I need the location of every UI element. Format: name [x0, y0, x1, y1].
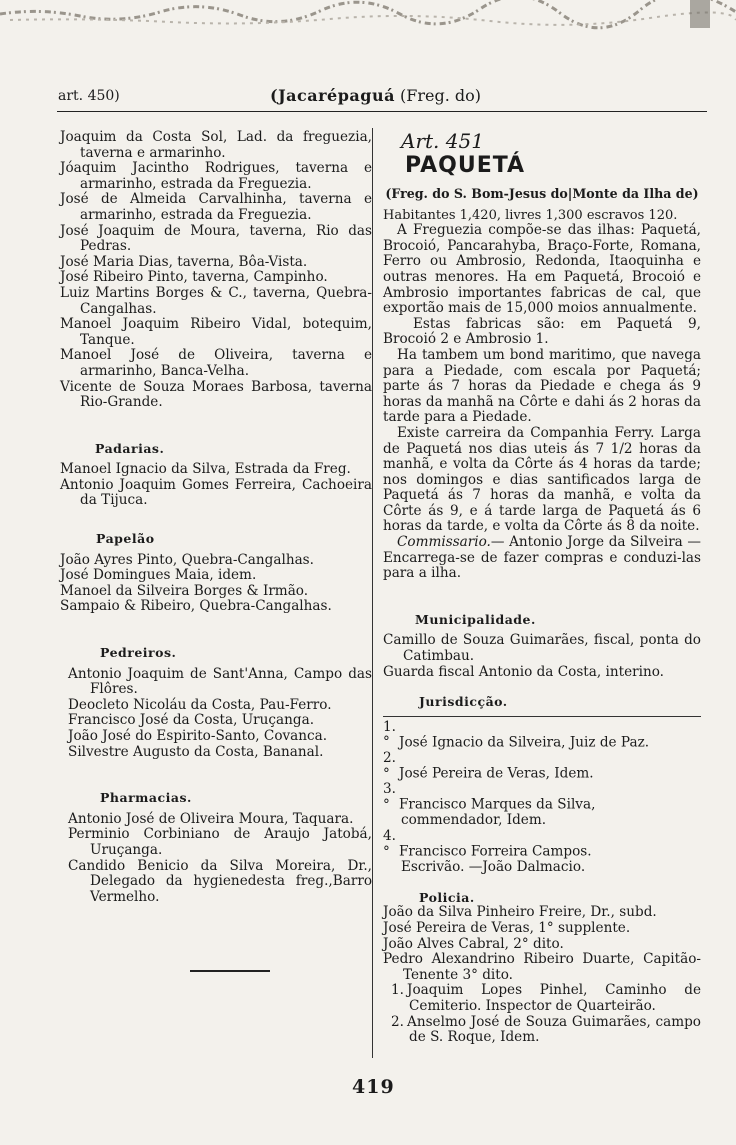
commissario-label: Commissario.: [397, 534, 491, 551]
list-item: Antonio Joaquim de Sant'Anna, Campo das Flôres.: [68, 665, 372, 698]
list-item: Sampaio & Ribeiro, Quebra-Cangalhas.: [60, 598, 332, 615]
list-item: Camillo de Souza Guimarães, fiscal, ponta do Catimbau.: [383, 632, 701, 665]
paragraph: Existe carreira da Companhia Ferry. Larga de Paquetá nos dias uteis ás 7 1/2 horas da manhã, e volta da Côrte ás 4 horas da tarde; nos domingos e dias santificados larga de Paquetá ás 7 horas da manhã, e volta da Côrte ás 9, e á tarde larga de Paquetá ás 6 horas da tarde, e volta da Côrte ás 8 da noite.: [383, 424, 701, 535]
header-rule: [57, 111, 707, 112]
list-item: Guarda fiscal Antonio da Costa, interino.: [383, 663, 664, 680]
list-item: [383, 751, 701, 782]
paragraph: Ha tambem um bond maritimo, que navega para a Piedade, com escala por Paquetá; parte ás 7 horas da Piedade e chega ás 9 horas da manhã na Côrte e dahi ás 2 horas da tarde para a Piedade.: [383, 346, 701, 426]
end-rule: [190, 970, 270, 972]
list-item: Candido Benicio da Silva Moreira, Dr., Delegado da hygienedesta freg.,Barro Vermelho.: [68, 857, 372, 905]
list-number: 2.: [391, 1013, 404, 1030]
section-heading-papelao: Papelão: [96, 531, 155, 547]
list-number: 2.°: [383, 750, 396, 782]
list-item: José Maria Dias, taverna, Bôa-Vista.: [60, 253, 308, 270]
list-item: Vicente de Souza Moraes Barbosa, taverna Rio-Grande.: [60, 378, 372, 411]
commissario-text: — Antonio Jorge da Silveira — Encarrega-se de fazer compras e conduzi-las para a ilha.: [383, 534, 701, 582]
article-subtitle: (Freg. do S. Bom-Jesus do|Monte da Ilha de): [385, 186, 699, 201]
list-item: Deocleto Nicoláu da Costa, Pau-Ferro.: [68, 696, 332, 713]
right-column: [383, 130, 701, 1046]
section-heading-municipalidade: Municipalidade.: [415, 611, 536, 627]
list-item: Manoel José de Oliveira, taverna e armarinho, Banca-Velha.: [60, 347, 372, 379]
section-heading-padarias: Padarias.: [95, 440, 165, 456]
list-item: José Ribeiro Pinto, taverna, Campinho.: [60, 269, 328, 286]
list-item: Antonio Joaquim Gomes Ferreira, Cachoeira da Tijuca.: [60, 476, 372, 509]
list-item: João Ayres Pinto, Quebra-Cangalhas.: [60, 551, 314, 568]
list-number: 1.: [391, 982, 404, 999]
list-number: 1.°: [383, 718, 396, 751]
list-item: Jóaquim Jacintho Rodrigues, taverna e armarinho, estrada da Freguezia.: [60, 160, 372, 192]
list-item: Joaquim da Costa Sol, Lad. da freguezia, taverna e armarinho.: [60, 129, 372, 161]
list-number: 4.°: [383, 827, 396, 860]
list-item: Manoel da Silveira Borges & Irmão.: [60, 582, 309, 599]
list-item: José Domingues Maia, idem.: [60, 567, 257, 584]
running-head: [0, 86, 736, 108]
list-item: Silvestre Augusto da Costa, Bananal.: [68, 743, 324, 760]
column-divider: [372, 128, 373, 1058]
list-item: Manoel Joaquim Ribeiro Vidal, botequim, Tanque.: [60, 316, 372, 348]
section-heading-jurisdiccao: Jurisdicção.: [419, 694, 508, 710]
commissario-paragraph: [383, 535, 701, 582]
list-item: João Alves Cabral, 2° dito.: [383, 935, 564, 952]
list-item: José Pereira de Veras, 1° supplente.: [383, 919, 631, 936]
paragraph: A Freguezia compõe-se das ilhas: Paquetá, Brocoió, Pancarahyba, Braço-Forte, Romana, Ferro ou Ambrosio, Redonda, Itaoquinha e outras menores. Ha em Paquetá, Brocoió e Ambrosio importantes fabricas de cal, que exportão mais de 15,000 moios annualmente.: [383, 222, 701, 317]
list-item: [383, 716, 701, 751]
list-item: [383, 983, 701, 1014]
list-item: Francisco José da Costa, Uruçanga.: [68, 712, 315, 729]
article-number: Art. 451: [401, 129, 484, 153]
scan-noise-strip: [0, 0, 736, 30]
list-item: João José do Espirito-Santo, Covanca.: [68, 728, 328, 744]
paragraph: Estas fabricas são: em Paquetá 9, Brocoió 2 e Ambrosio 1.: [383, 315, 701, 348]
list-text: Anselmo José de Souza Guimarães, campo de S. Roque, Idem.: [407, 1013, 701, 1046]
list-item: [383, 829, 701, 860]
list-item: João da Silva Pinheiro Freire, Dr., subd.: [383, 904, 657, 921]
header-parish-name: (Jacarépaguá: [270, 86, 395, 105]
list-text: Francisco Forreira Campos.: [399, 843, 592, 860]
article-title: PAQUETÁ: [405, 153, 526, 178]
list-item: Manoel Ignacio da Silva, Estrada da Freg.: [60, 461, 351, 478]
list-text: José Pereira de Veras, Idem.: [399, 765, 594, 782]
list-text: Francisco Marques da Silva, commendador, Idem.: [399, 796, 596, 829]
list-text: José Ignacio da Silveira, Juiz de Paz.: [399, 734, 650, 751]
escrivao-line: Escrivão. —João Dalmacio.: [401, 859, 586, 876]
header-parish: [270, 86, 481, 105]
list-item: [383, 1015, 701, 1046]
left-column: [60, 130, 372, 905]
list-item: [383, 782, 701, 829]
list-item: Luiz Martins Borges & C., taverna, Quebra-Cangalhas.: [60, 284, 372, 317]
list-item: Antonio José de Oliveira Moura, Taquara.: [68, 810, 354, 827]
section-heading-pedreiros: Pedreiros.: [100, 645, 177, 661]
list-text: Joaquim Lopes Pinhel, Caminho de Cemiterio. Inspector de Quarteirão.: [407, 982, 701, 1014]
list-item: Pedro Alexandrino Ribeiro Duarte, Capitão-Tenente 3° dito.: [383, 951, 701, 983]
list-item: Perminio Corbiniano de Araujo Jatobá, Uruçanga.: [68, 826, 372, 858]
list-item: José de Almeida Carvalhinha, taverna e armarinho, estrada da Freguezia.: [60, 191, 372, 223]
population-stats: Habitantes 1,420, livres 1,300 escravos 120.: [383, 207, 678, 223]
header-parish-suffix: (Freg. do): [394, 86, 482, 105]
list-item: José Joaquim de Moura, taverna, Rio das Pedras.: [60, 222, 372, 255]
header-article-ref: art. 450): [58, 88, 120, 104]
page-number: 419: [352, 1076, 395, 1098]
section-heading-pharmacias: Pharmacias.: [100, 790, 192, 806]
list-number: 3.°: [383, 781, 396, 813]
section-heading-policia: Policia.: [419, 889, 475, 905]
